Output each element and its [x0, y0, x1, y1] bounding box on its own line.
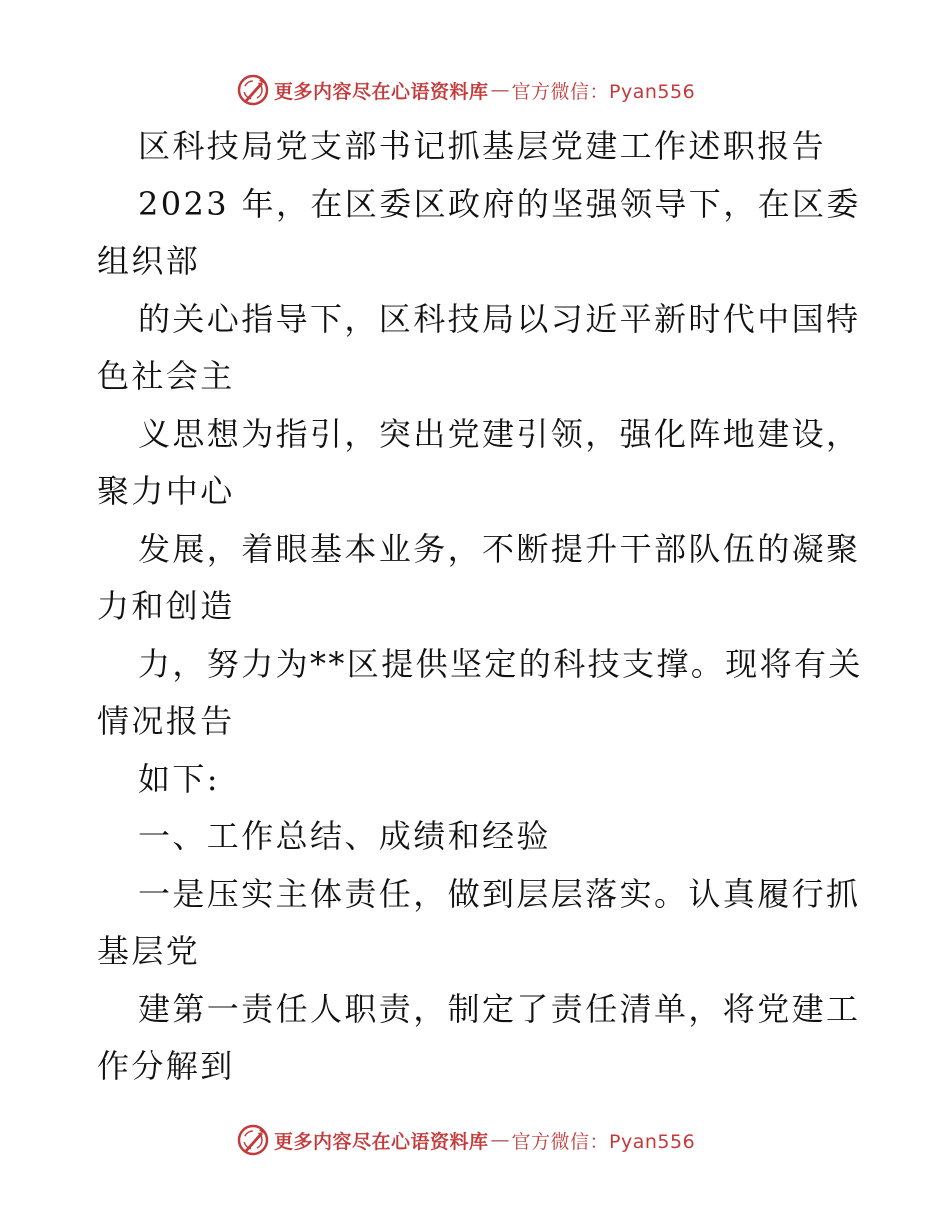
- footer-watermark: [236, 1120, 756, 1160]
- document-line: 义思想为指引，突出党建引领，强化阵地建设，: [138, 414, 861, 453]
- document-line: 组织部: [97, 242, 201, 280]
- document-line: 发展，着眼基本业务，不断提升干部队伍的凝聚: [138, 529, 861, 568]
- document-line: 基层党: [97, 932, 201, 970]
- document-line: 如下:: [138, 759, 220, 798]
- document-line: 作分解到: [97, 1047, 235, 1085]
- watermark-brand: 更多内容尽在心语资料库: [274, 80, 489, 103]
- watermark-dash: —: [490, 1129, 510, 1151]
- document-line: 一、工作总结、成绩和经验: [138, 817, 551, 855]
- quill-pen-logo-icon: [236, 1123, 270, 1157]
- watermark-dash: —: [490, 79, 510, 101]
- document-line: 2023 年，在区委区政府的坚强领导下，在区委: [138, 184, 861, 223]
- watermark-contact: 官方微信：Pyan556: [511, 80, 696, 103]
- watermark-brand: 更多内容尽在心语资料库: [274, 1130, 489, 1153]
- document-line: 色社会主: [97, 357, 235, 395]
- document-line: 一是压实主体责任，做到层层落实。认真履行抓: [138, 874, 861, 913]
- quill-pen-logo-icon: [236, 73, 270, 107]
- document-line: 建第一责任人职责，制定了责任清单，将党建工: [138, 989, 861, 1028]
- document-line: 力和创造: [97, 587, 235, 625]
- document-line: 区科技局党支部书记抓基层党建工作述职报告: [138, 127, 827, 165]
- document-line: 聚力中心: [97, 472, 235, 510]
- header-watermark: [236, 70, 756, 110]
- document-line: 情况报告: [97, 702, 235, 740]
- document-line: 力，努力为**区提供坚定的科技支撑。现将有关: [138, 644, 863, 683]
- watermark-contact: 官方微信：Pyan556: [511, 1130, 696, 1153]
- document-body: [97, 118, 863, 1096]
- document-line: 的关心指导下，区科技局以习近平新时代中国特: [138, 299, 861, 338]
